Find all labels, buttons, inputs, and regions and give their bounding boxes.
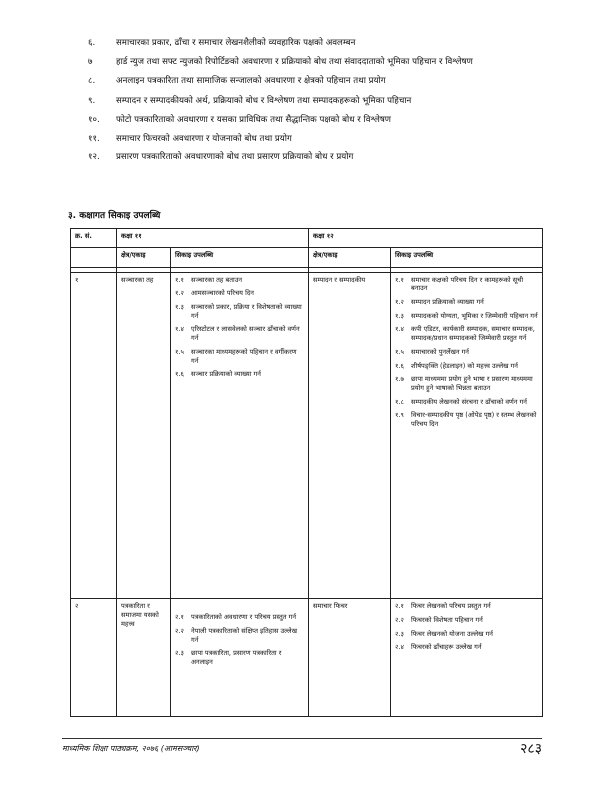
outcome-text: एरिस्टोटल र लासवेलको सञ्चार ढाँचाको वर्णन गर्न — [191, 325, 300, 343]
outcome-number: १.५ — [175, 347, 184, 356]
outcome-text: सम्पादकको योग्यता, भूमिका र जिम्मेवारी पहिचान गर्न — [411, 311, 538, 320]
outcome-item — [175, 649, 304, 666]
learning-outcomes-table — [70, 228, 543, 717]
outcome-item — [175, 303, 304, 320]
outcome-text: फिचर लेखनको परिचय प्रस्तुत गर्न — [411, 602, 491, 611]
outcome-number: १.३ — [395, 311, 404, 320]
outcome-text: सञ्चारका तह बताउन — [191, 275, 242, 284]
outcome-number: २.३ — [175, 649, 184, 658]
outcome-number: २.१ — [395, 602, 404, 611]
outcome-number: १.४ — [175, 325, 184, 334]
objective-item — [88, 76, 548, 87]
outcome-text: आमसञ्चारको परिचय दिन — [191, 289, 254, 298]
area-11-cell: पत्रकारिता र समाजमा यसको महत्त्व — [117, 599, 171, 717]
outcome-text: छापा माध्यममा प्रयोग हुने भाषा र प्रसारण माध्यममा प्रयोग हुने भाषाको भिन्नता बताउन — [411, 375, 533, 392]
table-row — [71, 599, 543, 717]
outcome-item — [395, 616, 538, 625]
outcome-text: समाचार कक्षको परिचय दिन र कामहरूको सूची बनाउन — [411, 275, 524, 293]
outcome-text: सञ्चारको प्रकार, प्रक्रिया र विशेषताको व्याख्या गर्न — [191, 303, 302, 320]
grade-12-header: कक्षा १२ — [309, 229, 543, 248]
area-11-cell: सञ्चारका तह — [117, 272, 171, 599]
outcome-number: १.७ — [395, 375, 404, 384]
serial-cell: २ — [71, 599, 117, 717]
objective-item — [88, 134, 548, 145]
footer-title: माध्यमिक शिक्षा पाठ्यक्रम, २०७६ (आमसञ्चार) — [62, 744, 200, 753]
outcome-number: १.८ — [395, 397, 404, 406]
objective-number: ७ — [88, 56, 93, 67]
outcome-item — [175, 627, 304, 644]
outcome-number: २.२ — [395, 616, 404, 624]
outcome-item — [395, 398, 538, 407]
objective-text: समाचारका प्रकार, ढाँचा र समाचार लेखनशैलीको व्यवहारिक पक्षको अवलम्बन — [116, 38, 356, 48]
objective-text: फोटो पत्रकारिताको अवधारणा र यसका प्राविधिक तथा सैद्धान्तिक पक्षको बोध र विश्लेषण — [116, 114, 392, 125]
objectives-list — [88, 38, 548, 171]
outcome-number: १.६ — [395, 361, 404, 370]
outcome-text: सम्पादन प्रक्रियाको व्याख्या गर्न — [411, 298, 484, 307]
area-12-cell: समाचार फिचर — [309, 599, 391, 717]
objective-text: समाचार फिचरको अवधारणा र योजनाको बोध तथा प्रयोग — [116, 133, 292, 144]
outcome-12-cell — [391, 272, 543, 599]
objective-item — [88, 152, 548, 163]
outcome-text: सञ्चार प्रक्रियाको व्याख्या गर्न — [191, 370, 261, 379]
outcome-number: २.१ — [175, 613, 184, 622]
outcome-text: छापा पत्रकारिता, प्रसारण पत्रकारिता र अनलाइन — [191, 649, 282, 667]
outcome-11-header: सिकाइ उपलब्धि — [171, 248, 309, 267]
outcome-text: नेपाली पत्रकारिताको संक्षिप्त इतिहास उल्लेख गर्न — [191, 627, 297, 644]
serial-subheader — [71, 248, 117, 267]
area-11-header: क्षेत्र/एकाइ — [117, 248, 171, 267]
outcome-number: १.५ — [395, 347, 404, 356]
serial-cell: १ — [71, 272, 117, 599]
page-footer — [62, 738, 542, 757]
outcome-item — [175, 276, 304, 285]
outcome-number: १.१ — [175, 275, 184, 284]
objective-number: १०. — [88, 114, 100, 125]
outcome-item — [395, 362, 538, 371]
outcome-12-cell — [391, 599, 543, 717]
outcome-item — [395, 630, 538, 639]
outcome-number: १.४ — [395, 325, 404, 334]
objective-item — [88, 38, 548, 49]
outcome-item — [395, 375, 538, 392]
objective-item — [88, 96, 548, 107]
outcome-item — [175, 613, 304, 622]
area-12-header: क्षेत्र/एकाइ — [309, 248, 391, 267]
outcome-number: १.१ — [395, 275, 404, 284]
outcome-number: १.३ — [175, 303, 184, 312]
page-number: २८३ — [520, 741, 542, 757]
outcome-number: २.४ — [395, 643, 404, 652]
table-row — [71, 272, 543, 599]
outcome-number: २.३ — [395, 629, 404, 638]
outcome-text: फिचरको विशेषता पहिचान गर्न — [411, 616, 483, 624]
outcome-text: पत्रकारिताको अवधारणा र परिचय प्रस्तुत गर्न — [191, 613, 296, 622]
outcome-item — [395, 276, 538, 293]
objective-text: हार्ड न्युज तथा सफ्ट न्युजको रिपोर्टिङको अवधारणा र प्रक्रियाको बोध तथा संवाददाताको भूमिका पहिचान र विश्लेषण — [116, 56, 473, 67]
outcome-text: फिचर लेखनको योजना उल्लेख गर्न — [411, 629, 493, 638]
outcome-number: १.२ — [395, 298, 404, 307]
objective-item — [88, 115, 548, 126]
outcome-text: शीर्षपङ्क्ति (हेडलाइन) को महत्त्व उल्लेख गर्न — [411, 361, 518, 370]
area-12-cell: सम्पादन र सम्पादकीय — [309, 272, 391, 599]
outcome-text: समाचारको पुनर्लेखन गर्न — [411, 347, 469, 356]
objective-number: ९. — [88, 96, 96, 107]
outcome-number: १.९ — [395, 411, 404, 420]
col-serial-header: क्र. सं. — [71, 229, 117, 248]
outcome-item — [395, 298, 538, 307]
outcome-item — [175, 370, 304, 379]
objective-number: १२. — [88, 152, 100, 163]
outcome-item — [395, 602, 538, 611]
outcome-number: २.२ — [175, 627, 184, 635]
outcome-number: १.६ — [175, 370, 184, 379]
outcome-item — [395, 348, 538, 357]
outcome-item — [175, 289, 304, 298]
outcome-12-header: सिकाइ उपलब्धि — [391, 248, 543, 267]
objective-text: अनलाइन पत्रकारिता तथा सामाजिक सन्जालको अवधारणा र क्षेत्रको पहिचान तथा प्रयोग — [116, 76, 386, 87]
outcome-text: सम्पादकीय लेखनको संरचना र ढाँचाको वर्णन गर्न — [411, 397, 527, 406]
outcome-number: १.२ — [175, 289, 184, 298]
outcome-text: विचार-सम्पादकीय पृष्ठ (ओपेड पृष्ठ) र स्तम्भ लेखनको परिचय दिन — [411, 411, 537, 429]
outcome-text: सञ्चारका माध्यमहरूको पहिचान र वर्गीकरण गर्न — [191, 347, 297, 365]
objective-item — [88, 57, 548, 68]
outcome-text: फिचरको ढाँचाहरू उल्लेख गर्न — [411, 643, 482, 652]
outcome-11-cell — [171, 272, 309, 599]
outcome-item — [395, 312, 538, 321]
section-title: ३. कक्षागत सिकाइ उपलब्धि — [68, 211, 161, 221]
outcome-item — [395, 643, 538, 652]
outcome-item — [395, 325, 538, 342]
objective-number: ११. — [88, 133, 100, 144]
outcome-11-cell — [171, 599, 309, 717]
outcome-item — [175, 348, 304, 365]
grade-11-header: कक्षा ११ — [117, 229, 309, 248]
outcome-item — [175, 325, 304, 342]
objective-text: प्रसारण पत्रकारिताको अवधारणाको बोध तथा प्रसारण प्रक्रियाको बोध र प्रयोग — [116, 152, 354, 163]
outcome-text: कपी एडिटर, कार्यकारी सम्पादक, समाचार सम्पादक, सम्पादक/प्रधान सम्पादकको जिम्मेवारी प्रस्तुत गर्न — [411, 325, 535, 343]
objective-number: ८. — [88, 76, 96, 87]
outcome-item — [395, 411, 538, 428]
objective-text: सम्पादन र सम्पादकीयको अर्थ, प्रक्रियाको बोध र विश्लेषण तथा सम्पादकहरूको भूमिका पहिचान — [116, 96, 412, 107]
objective-number: ६. — [88, 38, 96, 48]
